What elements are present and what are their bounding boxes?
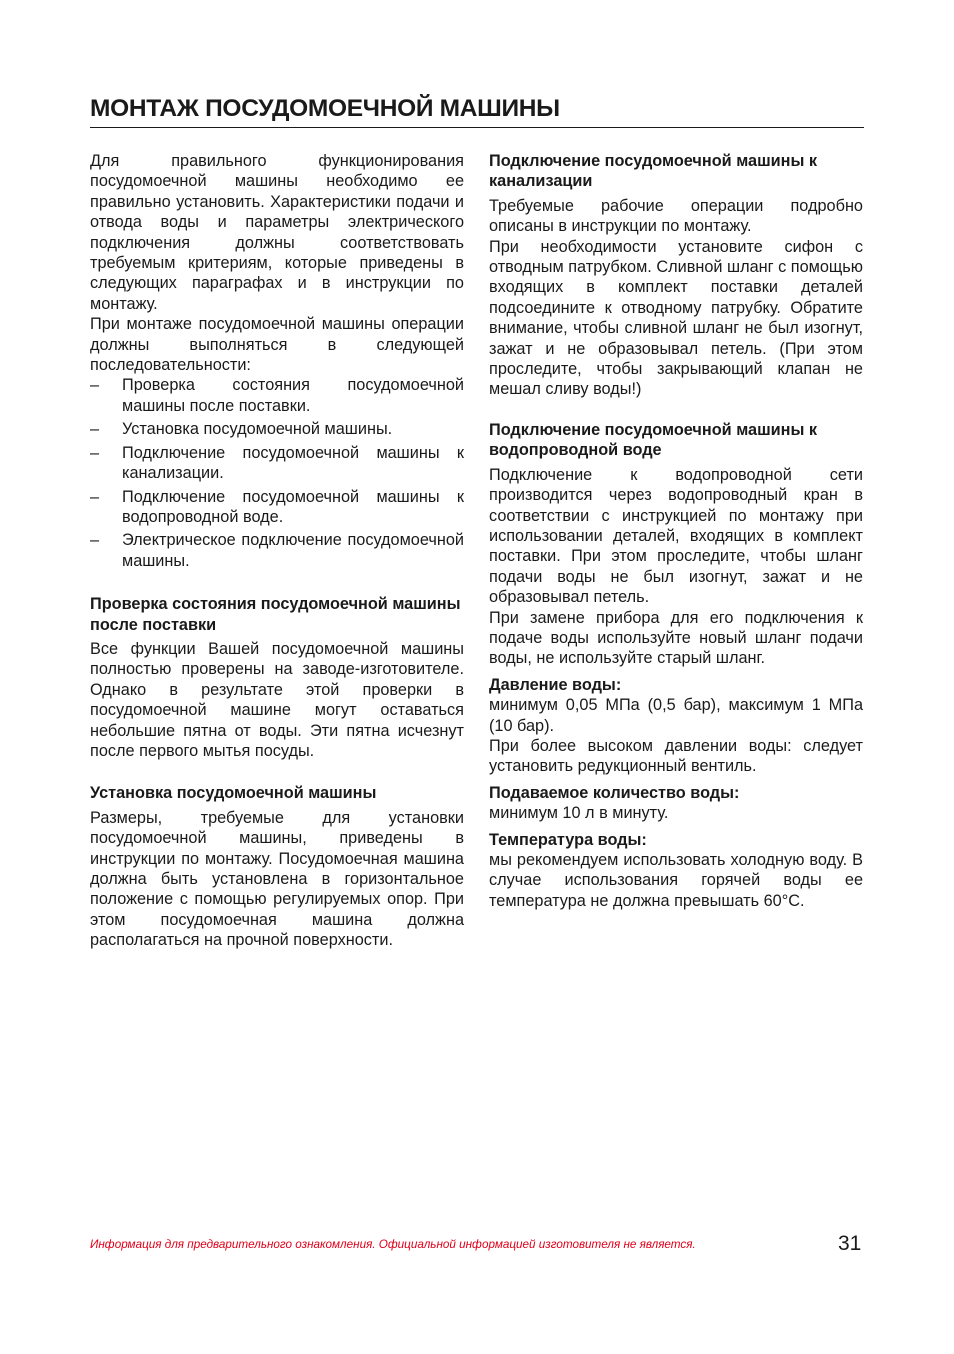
list-item: – Электрическое подключение посудомоечной машины. bbox=[90, 530, 464, 571]
sequence-intro: При монтаже посудомоечной машины операции должны выполняться в следующей последовательности: bbox=[90, 315, 464, 375]
list-item: – Установка посудомоечной машины. bbox=[90, 419, 464, 439]
temperature-heading: Температура воды: bbox=[489, 830, 647, 849]
water-heading: Подключение посудомоечной машины к водопроводной воде bbox=[489, 420, 818, 460]
disclaimer-note: Информация для предварительного ознакомления. Официальной информацией изготовителя не является. bbox=[90, 1238, 696, 1251]
list-item: – Подключение посудомоечной машины к канализации. bbox=[90, 443, 464, 484]
check-text: Все функции Вашей посудомоечной машины полностью проверены на заводе-изготовителе. Однако в результате этой проверки в посудомоечной машине могут оставаться небольшие пятна от воды. Эти пятна исчезнут после первого мытья посуды. bbox=[90, 639, 464, 760]
right-column bbox=[489, 151, 863, 911]
drain-text-2: При необходимости установите сифон с отводным патрубком. Сливной шланг с помощью входящих в комплект поставки деталей подсоедините к отводному патрубку. Обратите внимание, чтобы сливной шланг не был изогнут, зажат и не образовывал петель. (При этом проследите, чтобы закрывающий клапан не мешал сливу воды!) bbox=[489, 237, 863, 399]
spacer bbox=[90, 761, 464, 783]
check-heading: Проверка состояния посудомоечной машины после поставки bbox=[90, 595, 461, 634]
pressure-text-1: минимум 0,05 МПа (0,5 бар), максимум 1 МПа (10 бар). bbox=[489, 696, 863, 735]
water-text-1: Подключение к водопроводной сети производится через водопроводный кран в соответствии с инструкцией по монтажу при использовании деталей, входящих в комплект поставки. При этом проследите, чтобы шланг подачи воды не был изогнут, зажат и не образовывал петель. bbox=[489, 465, 863, 607]
page-title: МОНТАЖ ПОСУДОМОЕЧНОЙ МАШИНЫ bbox=[90, 95, 560, 122]
install-text: Размеры, требуемые для установки посудомоечной машины, приведены в инструкции по монтажу. Посудомоечная машина должна быть установлена в горизонтальное положение с помощью регулируемых опор. При этом посудомоечная машина должна располагаться на прочной поверхности. bbox=[90, 808, 464, 950]
flow-text: минимум 10 л в минуту. bbox=[489, 804, 669, 823]
page-number: 31 bbox=[838, 1232, 862, 1255]
drain-heading: Подключение посудомоечной машины к канализации bbox=[489, 152, 818, 191]
drain-text-1: Требуемые рабочие операции подробно описаны в инструкции по монтажу. bbox=[489, 196, 863, 236]
temperature-text: мы рекомендуем использовать холодную воду. В случае использования горячей воды ее температура не должна превышать 60°С. bbox=[489, 851, 863, 910]
install-heading: Установка посудомоечной машины bbox=[90, 784, 377, 803]
pressure-heading: Давление воды: bbox=[489, 675, 622, 694]
list-item: – Подключение посудомоечной машины к водопроводной воде. bbox=[90, 487, 464, 528]
title-divider bbox=[90, 127, 864, 128]
installation-steps-list bbox=[90, 375, 464, 571]
spacer bbox=[489, 400, 863, 420]
left-column bbox=[90, 151, 464, 951]
list-item: – Проверка состояния посудомоечной машины после поставки. bbox=[90, 375, 464, 416]
spacer bbox=[90, 574, 464, 594]
flow-heading: Подаваемое количество воды: bbox=[489, 783, 740, 802]
pressure-text-2: При более высоком давлении воды: следует установить редукционный вентиль. bbox=[489, 736, 863, 776]
water-text-2: При замене прибора для его подключения к подаче воды используйте новый шланг подачи воды, не используйте старый шланг. bbox=[489, 608, 863, 668]
intro-paragraph: Для правильного функционирования посудомоечной машины необходимо ее правильно установить. Характеристики подачи и отвода воды и параметры электрического подключения должны соответствовать требуемым критериям, которые приведены в следующих параграфах и в инструкции по монтажу. bbox=[90, 152, 464, 313]
